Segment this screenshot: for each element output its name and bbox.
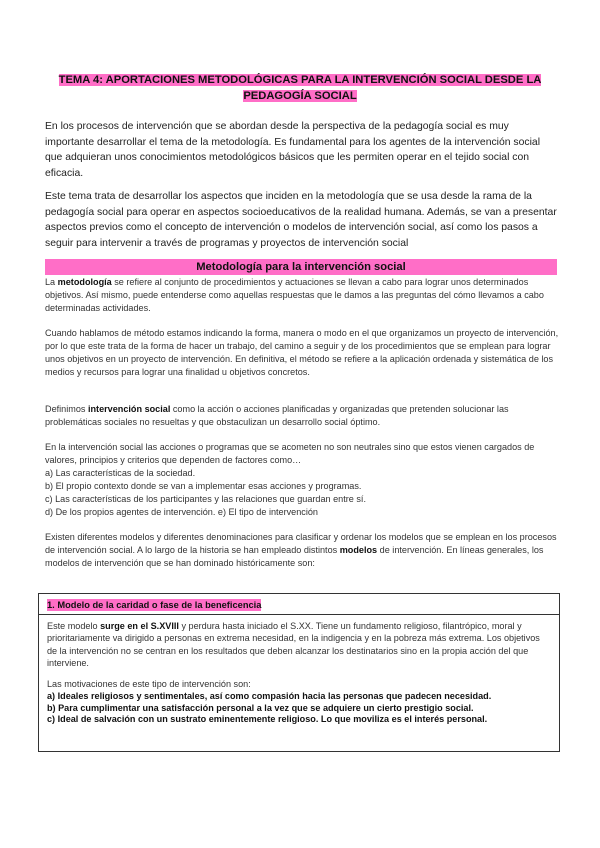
motivation-item: a) Ideales religiosos y sentimentales, así como compasión hacia las personas que padecen necesidad.	[47, 691, 492, 701]
page-title	[40, 72, 560, 104]
motivation-item: b) Para cumplimentar una satisfacción personal a la vez que se adquiere un cierto prestigio social.	[47, 702, 474, 713]
intro-paragraph-1: En los procesos de intervención que se abordan desde la perspectiva de la pedagogía social es muy importante desarrollar el tema de la metodología. Es fundamental para los agentes de la intervención social que adquieran unos conocimientos metodológicos básicos que les permiten operar en el tejido social con eficacia.	[45, 121, 540, 179]
intervention-social-term: intervención social	[87, 404, 171, 414]
methodology-term: metodología	[57, 277, 112, 287]
factor-item: a) Las características de la sociedad.	[45, 467, 196, 478]
methodology-paragraph: La metodología se refiere al conjunto de procedimientos y actuaciones se llevan a cabo para lograr unos determinados objetivos. Así mismo, puede entenderse como aquellas respuestas que le damos a las preguntas del cómo llevamos a cabo determinadas actividades.	[45, 277, 544, 313]
model-century-term: surge en el S.XVIII	[100, 621, 179, 631]
model-box-title: 1. Modelo de la caridad o fase de la beneficencia	[47, 600, 262, 610]
method-paragraph: Cuando hablamos de método estamos indicando la forma, manera o modo en el que organizamos un proyecto de intervención, por lo que este trata de la forma de hacer un trabajo, del camino a seguir y de los procedimientos que se emplean para lograr unos objetivos en un proyecto de intervención. En definitiva, el método se refiere a la aplicación ordenada y sistemática de los medios y recursos para lograr una finalidad u objetivos concretos.	[45, 328, 559, 377]
factor-item: c) Las características de los participantes y las relaciones que guardan entre sí.	[45, 493, 366, 504]
model-box-header	[39, 594, 559, 615]
motivation-item: c) Ideal de salvación con un sustrato eminentemente religioso. Lo que moviliza es el interés personal.	[47, 714, 488, 725]
motivations-intro: Las motivaciones de este tipo de intervención son:	[47, 679, 251, 689]
factors-paragraph	[45, 441, 560, 518]
intervention-definition-paragraph: Definimos intervención social como la acción o acciones planificadas y organizadas que pretenden solucionar las problemáticas sociales no resueltas y que obstaculizan un desarrollo social óptimo.	[45, 404, 509, 427]
intro-paragraph-2: Este tema trata de desarrollar los aspectos que inciden en la metodología que se usa desde la rama de la pedagogía social para operar en aspectos socioeducativos de la realidad humana. Además, se van a presentar aspectos previos como el concepto de intervención o modelos de intervención social, así como los pasos a seguir para intervenir a través de programas y proyectos de intervención social	[45, 191, 557, 249]
factor-item: d) De los propios agentes de intervención. e) El tipo de intervención	[45, 506, 318, 517]
factors-intro: En la intervención social las acciones o programas que se acometen no son neutrales sino que estos vienen cargados de valores, principios y criterios que dependen de factores como…	[45, 442, 535, 465]
factor-item: b) El propio contexto donde se van a implementar esas acciones y programas.	[45, 480, 362, 491]
models-term: modelos	[339, 544, 378, 555]
models-paragraph: Existen diferentes modelos y diferentes denominaciones para clasificar y ordenar los modelos que se emplean en los procesos de intervención social. A lo largo de la historia se han empleado distintos modelos de intervención. En líneas generales, los modelos de intervención que se han dominado históricamente son:	[45, 532, 557, 568]
section-heading: Metodología para la intervención social	[45, 259, 557, 275]
page-title-text: TEMA 4: APORTACIONES METODOLÓGICAS PARA LA INTERVENCIÓN SOCIAL DESDE LA PEDAGOGÍA SOCIAL	[58, 74, 542, 102]
motivations-list	[47, 691, 552, 726]
model-box	[38, 593, 560, 752]
model-description: Este modelo surge en el S.XVIII y perdura hasta iniciado el S.XX. Tiene un fundamento religioso, filantrópico, moral y prioritariamente va dirigido a personas en extrema necesidad, en la indigencia y en la pobreza más extrema. Los objetivos de la intervención no se centran en los resultados que deben alcanzar los destinatarios sino en la propia acción del que interviene.	[47, 621, 540, 668]
